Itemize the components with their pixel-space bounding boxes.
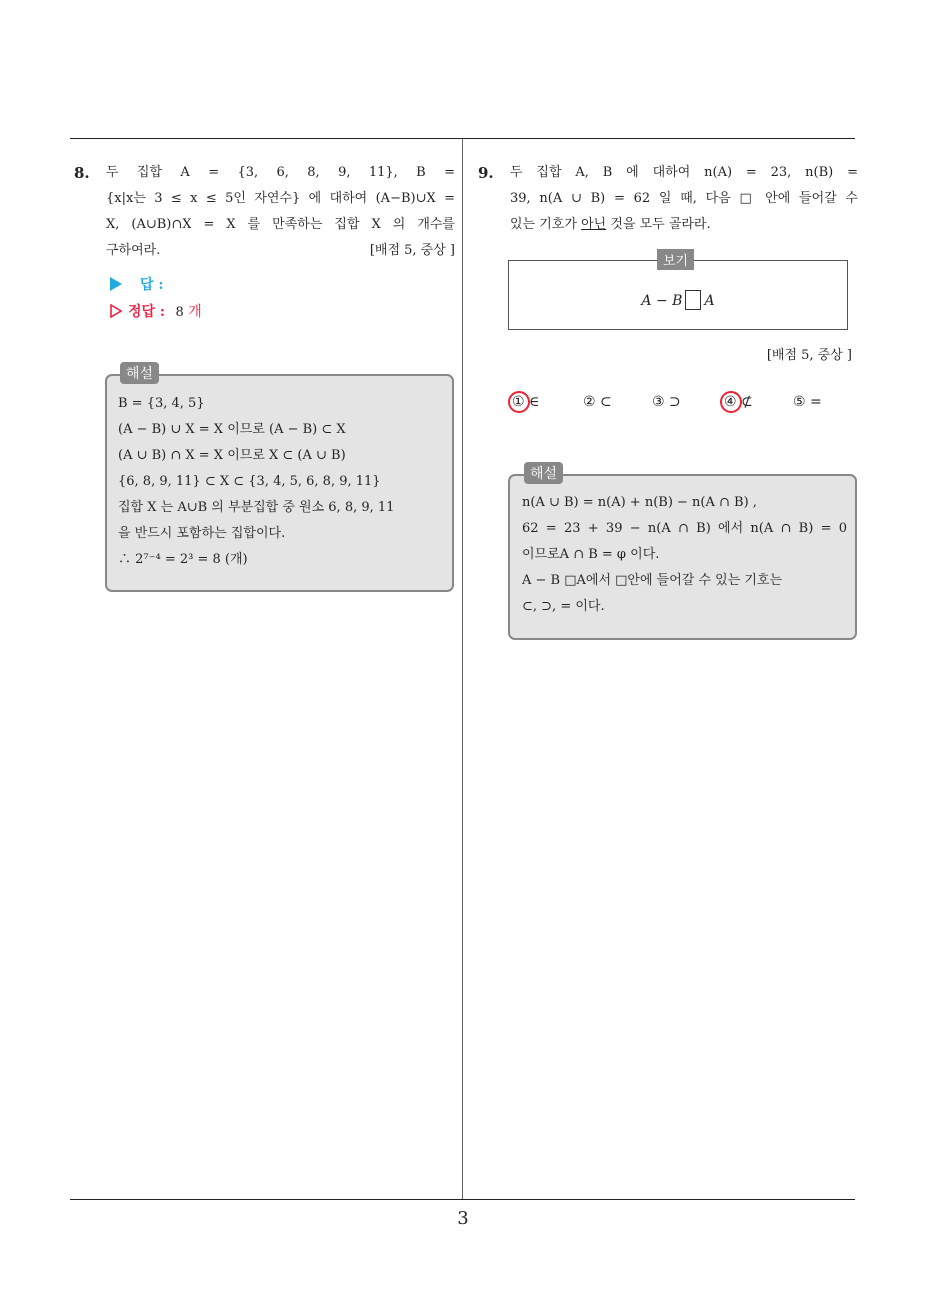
choice-5[interactable]: ⑤ = <box>793 394 822 410</box>
q9-solution-text <box>522 490 847 620</box>
bogi-expression <box>508 290 848 310</box>
q9-solution-line: n(A ∪ B) = n(A) + n(B) − n(A ∩ B) , <box>522 495 757 510</box>
question-8-line-2: {x|x는 3 ≤ x ≤ 5인 자연수} 에 대하여 (A−B)∪X = <box>106 191 455 206</box>
choice-1[interactable]: ① ∈ <box>512 394 540 410</box>
question-8-line-1: 두 집합 A = {3, 6, 8, 9, 11}, B = <box>106 165 455 180</box>
q9-solution-line: ⊂, ⊃, = 이다. <box>522 599 605 614</box>
correct-answer-label: 정답 : <box>128 304 166 320</box>
q8-solution-line: {6, 8, 9, 11} ⊂ X ⊂ {3, 4, 5, 6, 8, 9, 11} <box>118 474 381 489</box>
page-number: 3 <box>457 1208 469 1229</box>
question-9-score: [배점 5, 중상 ] <box>766 348 852 363</box>
question-8-score: [배점 5, 중상 ] <box>369 243 455 258</box>
bottom-rule <box>70 1199 855 1200</box>
bogi-left: A − B <box>641 293 683 309</box>
q8-solution-line: (A − B) ∪ X = X 이므로 (A − B) ⊂ X <box>118 422 346 437</box>
q8-solution-tag: 해설 <box>120 362 159 384</box>
blank-box-icon <box>685 290 701 310</box>
q8-solution-line: (A ∪ B) ∩ X = X 이므로 X ⊂ (A ∪ B) <box>118 448 346 463</box>
q8-solution-line: B = {3, 4, 5} <box>118 396 205 411</box>
q9-solution-line: 62 = 23 + 39 − n(A ∩ B) 에서 n(A ∩ B) = 0 <box>522 521 847 536</box>
question-9-line-2: 39, n(A ∪ B) = 62 일 때, 다음 □ 안에 들어갈 수 <box>510 191 858 206</box>
question-9-line-3-post: 것을 모두 골라라. <box>606 217 711 232</box>
question-9-text <box>510 160 858 238</box>
question-8-line-4 <box>106 238 455 264</box>
question-9-line-1: 두 집합 A, B 에 대하여 n(A) = 23, n(B) = <box>510 165 858 180</box>
bogi-tag: 보기 <box>657 249 694 270</box>
question-8-line-3: X, (A∪B)∩X = X 를 만족하는 집합 X 의 개수를 <box>106 217 455 232</box>
q8-solution-line: ∴ 2⁷⁻⁴ = 2³ = 8 (개) <box>118 552 248 567</box>
q8-solution-line: 집합 X 는 A∪B 의 부분집합 중 원소 6, 8, 9, 11 <box>118 500 395 515</box>
choice-4[interactable]: ④ ⊄ <box>724 394 753 410</box>
question-8-number: 8. <box>74 164 90 182</box>
correct-answer-row <box>110 301 202 321</box>
q8-solution-line: 을 반드시 포함하는 집합이다. <box>118 526 286 541</box>
question-9-underlined-word: 아닌 <box>581 217 607 232</box>
outline-triangle-icon <box>110 304 122 318</box>
question-8-text <box>106 160 455 264</box>
answer-label: 답 : <box>140 277 164 293</box>
question-9-line-3-pre: 있는 기호가 <box>510 217 582 232</box>
question-9-line-3 <box>510 212 858 238</box>
q8-solution-text <box>118 391 443 573</box>
play-icon <box>110 277 122 291</box>
correct-answer-value: 8 <box>175 305 184 320</box>
correct-answer-unit: 개 <box>188 304 202 320</box>
bogi-right: A <box>704 293 715 309</box>
q9-solution-line: A − B □A에서 □안에 들어갈 수 있는 기호는 <box>522 573 783 588</box>
answer-row <box>110 274 164 294</box>
q9-solution-line: 이므로A ∩ B = φ 이다. <box>522 547 660 562</box>
choice-3[interactable]: ③ ⊃ <box>652 394 681 410</box>
choice-2[interactable]: ② ⊂ <box>583 394 612 410</box>
question-9-number: 9. <box>478 164 494 182</box>
q9-solution-tag: 해설 <box>524 462 563 484</box>
question-8-line-4-text: 구하여라. <box>106 243 161 258</box>
column-divider <box>462 139 463 1200</box>
